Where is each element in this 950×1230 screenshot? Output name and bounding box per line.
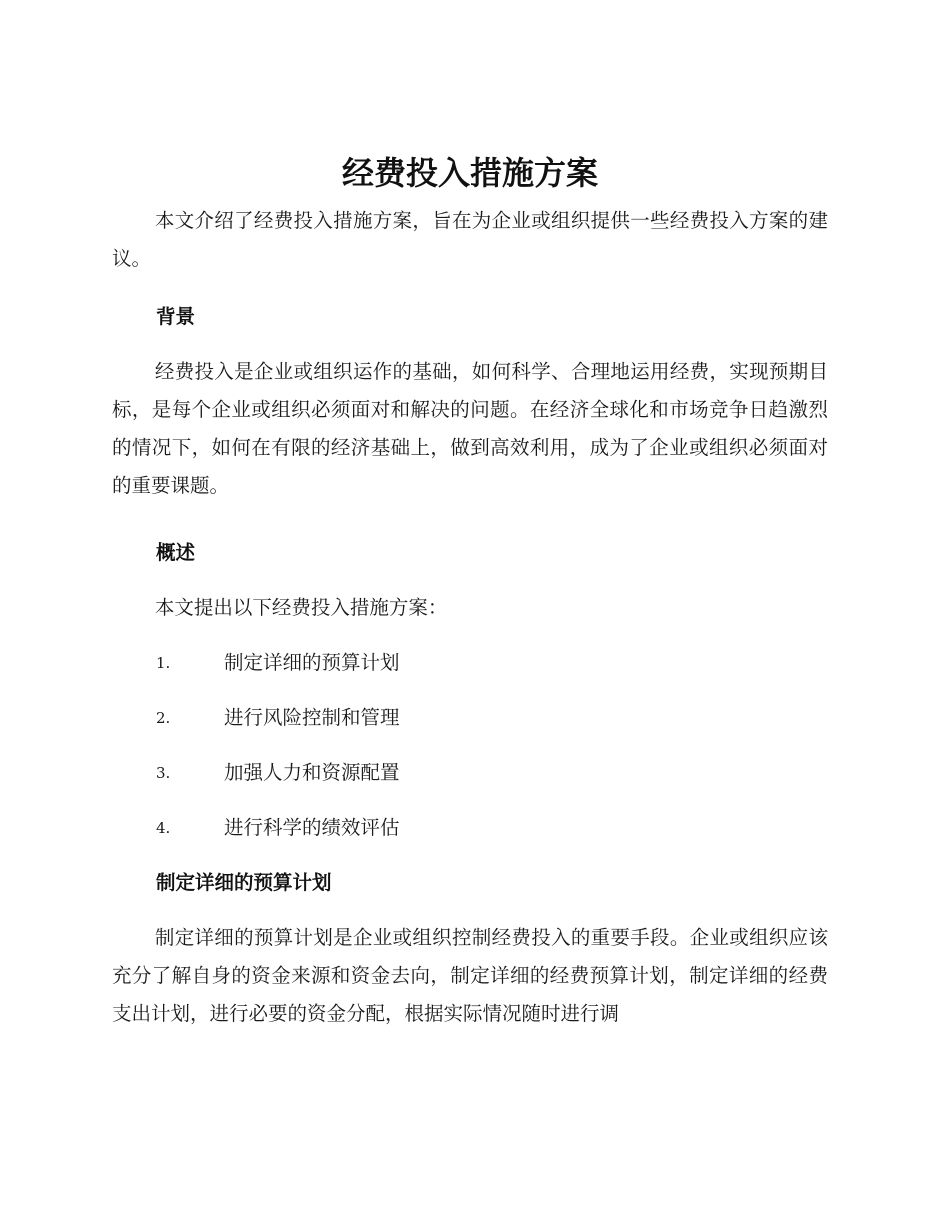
list-item: [156, 813, 400, 868]
list-item-number: 1.: [156, 654, 171, 672]
list-item: [156, 648, 400, 703]
overview-lead: 本文提出以下经费投入措施方案：: [154, 596, 448, 619]
list-item-text: 进行风险控制和管理: [224, 706, 400, 729]
measures-list: [156, 648, 400, 868]
list-item-text: 进行科学的绩效评估: [224, 816, 400, 839]
list-item: [156, 758, 400, 813]
background-paragraph: 经费投入是企业或组织运作的基础，如何科学、合理地运用经费，实现预期目标，是每个企业或组织必须面对和解决的问题。在经济全球化和市场竞争日趋激烈的情况下，如何在有限的经济基础上，做到高效利用，成为了企业或组织必须面对的重要课题。: [112, 360, 828, 497]
budget-paragraph: 制定详细的预算计划是企业或组织控制经费投入的重要手段。企业或组织应该充分了解自身的资金来源和资金去向，制定详细的经费预算计划，制定详细的经费支出计划，进行必要的资金分配，根据实际情况随时进行调: [112, 926, 828, 1025]
list-item-number: 4.: [156, 819, 171, 837]
list-item-text: 制定详细的预算计划: [224, 651, 400, 674]
list-item-number: 3.: [156, 764, 171, 782]
intro-paragraph: 本文介绍了经费投入措施方案，旨在为企业或组织提供一些经费投入方案的建议。: [112, 209, 828, 270]
list-item-text: 加强人力和资源配置: [224, 761, 400, 784]
section-heading-background: 背景: [156, 305, 196, 328]
list-item: [156, 703, 400, 758]
section-heading-budget: 制定详细的预算计划: [156, 871, 332, 894]
list-item-number: 2.: [156, 709, 171, 727]
document-title: 经费投入措施方案: [341, 154, 598, 192]
section-heading-overview: 概述: [156, 541, 196, 564]
